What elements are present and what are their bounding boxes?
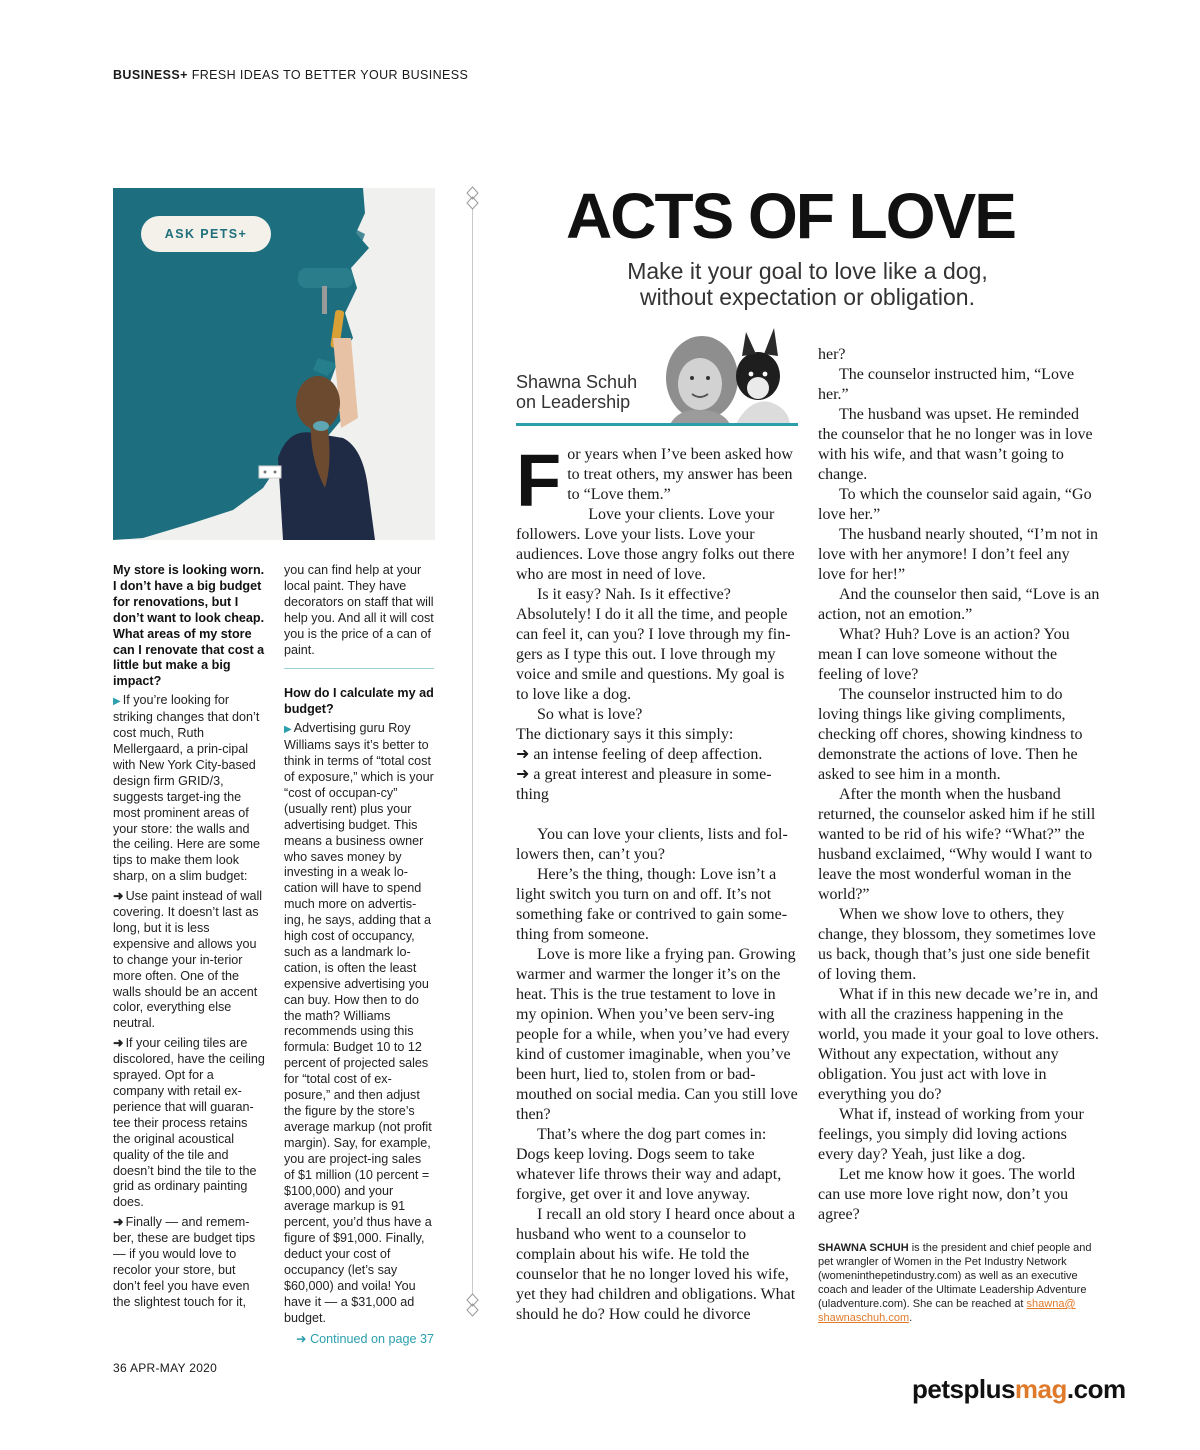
arrow-right-icon: ➜ xyxy=(113,1036,124,1051)
bio-name: SHAWNA SCHUH xyxy=(818,1242,909,1254)
author-bio: SHAWNA SCHUH is the president and chief people and pet wrangler of Women in the Pet Industry Network (womeninthepetindustry.com) as well as an executive coach and leader of the Ultimate Leadership Adventure (uladventure.com). She can be reached at shawna@ shawnaschuh.com. xyxy=(818,1242,1092,1324)
teal-divider xyxy=(284,668,434,669)
article-paragraph: What? Huh? Love is an action? You mean I can love someone without the feeling of love? xyxy=(818,626,1070,683)
painting-photo xyxy=(113,188,435,540)
triangle-icon: ▶ xyxy=(284,724,292,736)
author-photo xyxy=(650,326,798,424)
article-paragraph: After the month when the husband returned, the counselor asked him if he still wanted to be rid of his wife? “What?” the husband exclaimed, “Why would I want to leave the most wonderful woman in the world?” xyxy=(818,786,1096,903)
site-logo[interactable]: petsplusmag.com xyxy=(912,1374,1126,1404)
article-paragraph: Love your clients. Love your followers. Love your lists. Love your audiences. Love those angry folks out there who are most in need of love. xyxy=(516,506,795,583)
triangle-icon: ▶ xyxy=(113,696,121,708)
article-paragraph: And the counselor then said, “Love is an action, not an emotion.” xyxy=(818,586,1100,623)
answer-ad-budget: ▶ Advertising guru Roy Williams says it’s better to think in terms of “total cost of exposure,” which is your “cost of occupan-cy” (usually rent) plus your advertising budget. This means a business owner who saves money by investing in a weak lo-cation will have to spend much more on advertis-ing, he says, adding that a high cost of occupancy, such as a landmark lo-cation, is often the least expensive advertising you can buy. How then to do the math? Williams recommends using this formula: Budget 10 to 12 percent of projected sales for “total cost of ex-posure,” and then adjust the figure by the store’s average markup (not profit margin). Say, for example, you are project-ing sales of $1 million (10 percent = $100,000) and your average markup is 91 percent, you’d thus have a figure of $91,000. Finally, deduct your cost of occupancy (let’s say $60,000) and voila! You have it — a $31,000 ad budget. xyxy=(284,721,434,1325)
arrow-right-icon: ➜ xyxy=(516,746,534,763)
article-paragraph: The dictionary says it this simply: xyxy=(516,726,734,743)
definition-item: ➜ a great interest and pleasure in some-thing xyxy=(516,766,772,803)
author-email-link[interactable]: shawna@ shawnaschuh.com xyxy=(818,1298,1076,1324)
question-renovation: My store is looking worn. I don’t have a big budget for renovations, but I don’t want to look cheap. What areas of my store can I renovate that cost a little but make a big impact? xyxy=(113,563,265,689)
article-paragraph: Let me know how it goes. The world can use more love right now, don’t you agree? xyxy=(818,1166,1076,1223)
tip-recolor: ➜ Finally — and remem-ber, these are budget tips — if you would love to recolor your store, but don’t feel you have even the slightest touch for it, xyxy=(113,1215,256,1309)
diamond-ornament-icon xyxy=(465,186,480,210)
question-ad-budget: How do I calculate my ad budget? xyxy=(284,686,434,717)
article-paragraph: I recall an old story I heard once about a husband who went to a counselor to complain about his wife. He told the counselor that he no longer loved his wife, yet they had children and obligations. What should he do? How could he divorce xyxy=(516,1206,796,1323)
tip-paint: ➜ Use paint instead of wall covering. It doesn’t last as long, but it is less expensive and allows you to change your in-terior more often. One of the walls should be an accent color, everything else neutral. xyxy=(113,889,263,1031)
section-tagline: FRESH IDEAS TO BETTER YOUR BUSINESS xyxy=(191,68,469,82)
article-paragraph: So what is love? xyxy=(537,706,643,723)
article-paragraph: The counselor instructed him, “Love her.” xyxy=(818,366,1075,403)
article-paragraph: What if, instead of working from your feelings, you simply did loving actions every day? Yeah, just like a dog. xyxy=(818,1106,1084,1163)
sidebar-column-2 xyxy=(284,563,434,1331)
arrow-right-icon: ➜ xyxy=(113,889,124,904)
section-brand: BUSINESS+ xyxy=(113,68,188,82)
byline: Shawna Schuh on Leadership xyxy=(516,372,638,412)
drop-cap: F xyxy=(516,439,562,522)
tip-ceiling: ➜ If your ceiling tiles are discolored, have the ceiling sprayed. Opt for a company with retail ex-perience that will guaran-tee their process retains the original acoustical quality of the tile and doesn’t bind the tile to the grid as ordinary painting does. xyxy=(113,1036,265,1210)
article-paragraph: That’s where the dog part comes in: Dogs keep loving. Dogs seem to take whatever life throws their way and adapt, forgive, get over it and love anyway. xyxy=(516,1126,782,1203)
article-title: ACTS OF LOVE xyxy=(566,180,1015,252)
article-paragraph: Love is more like a frying pan. Growing warmer and warmer the longer it’s on the heat. This is the true testament to love in my opinion. When you’ve been serv-ing people for a while, when you’ve had every kind of customer imaginable, when you’ve been hurt, lied to, stolen from or bad-mouthed on social media. Can you still love then? xyxy=(516,946,798,1123)
article-paragraph: You can love your clients, lists and fol-lowers then, can’t you? xyxy=(516,826,788,863)
issue-date: APR-MAY 2020 xyxy=(129,1361,218,1375)
arrow-right-icon: ➜ xyxy=(296,1332,311,1346)
continued-link[interactable]: ➜ Continued on page 37 xyxy=(296,1332,435,1346)
ask-pets-badge: ASK PETS+ xyxy=(141,216,271,252)
article-paragraph: her? xyxy=(818,346,846,363)
article-column-2 xyxy=(818,345,1100,1225)
page-number: 36 xyxy=(113,1361,127,1375)
article-deck: Make it your goal to love like a dog, without expectation or obligation. xyxy=(627,258,988,310)
article-paragraph: Here’s the thing, though: Love isn’t a light switch you turn on and off. It’s not something fake or contrived to gain some-thing from someone. xyxy=(516,866,788,943)
author-rule xyxy=(516,423,798,426)
definition-item: ➜ an intense feeling of deep affection. xyxy=(516,746,763,763)
article-paragraph: The counselor instructed him to do loving things like giving compliments, checking off chores, showing kindness to demonstrate the actions of love. Then he asked to see him in a month. xyxy=(818,686,1083,783)
article-paragraph: The husband nearly shouted, “I’m not in love with her anymore! I don’t feel any love for her!” xyxy=(818,526,1099,583)
article-paragraph: The husband was upset. He reminded the counselor that he no longer was in love with his wife, and that wasn’t going to change. xyxy=(818,406,1093,483)
arrow-right-icon: ➜ xyxy=(516,766,534,783)
bio-text: is the president and chief people and pet wrangler of Women in the Pet Industry Network (womeninthepetindustry.com) as well as an executive coach and leader of the Ultimate Leadership Adventure (uladventure.com). She can be reached at xyxy=(818,1242,1092,1310)
arrow-right-icon: ➜ xyxy=(113,1215,124,1230)
article-column-1 xyxy=(516,439,798,1325)
page-footer xyxy=(113,1361,217,1375)
answer-intro: ▶ If you’re looking for striking changes that don’t cost much, Ruth Mellergaard, a prin-cipal with New York City-based design firm GRID/3, suggests target-ing the most prominent areas of your store: the walls and the ceiling. Here are some tips to make them look sharp, on a slim budget: xyxy=(113,693,260,884)
diamond-ornament-icon xyxy=(465,1293,480,1317)
section-header xyxy=(113,68,468,82)
article-paragraph: Is it easy? Nah. Is it effective? Absolutely! I do it all the time, and people can feel it, can you? I love through my fin-gers as I type this out. I love through my voice and smile and questions. My goal is to love like a dog. xyxy=(516,586,791,703)
answer-continuation: you can find help at your local paint. They have decorators on staff that will help you. And all it will cost you is the price of a can of paint. xyxy=(284,563,434,657)
article-paragraph: To which the counselor said again, “Go love her.” xyxy=(818,486,1092,523)
sidebar-column-1 xyxy=(113,563,265,1315)
article-paragraph: For years when I’ve been asked how to treat others, my answer has been to “Love them.” xyxy=(516,439,793,522)
article-paragraph: What if in this new decade we’re in, and with all the craziness happening in the world, you made it your goal to love others. Without any expectation, without any obligation. You just act with love in everything you do? xyxy=(818,986,1099,1103)
column-divider xyxy=(472,205,473,1295)
article-paragraph: When we show love to others, they change, they blossom, they sometimes love us back, though that’s just one side benefit of loving them. xyxy=(818,906,1096,983)
